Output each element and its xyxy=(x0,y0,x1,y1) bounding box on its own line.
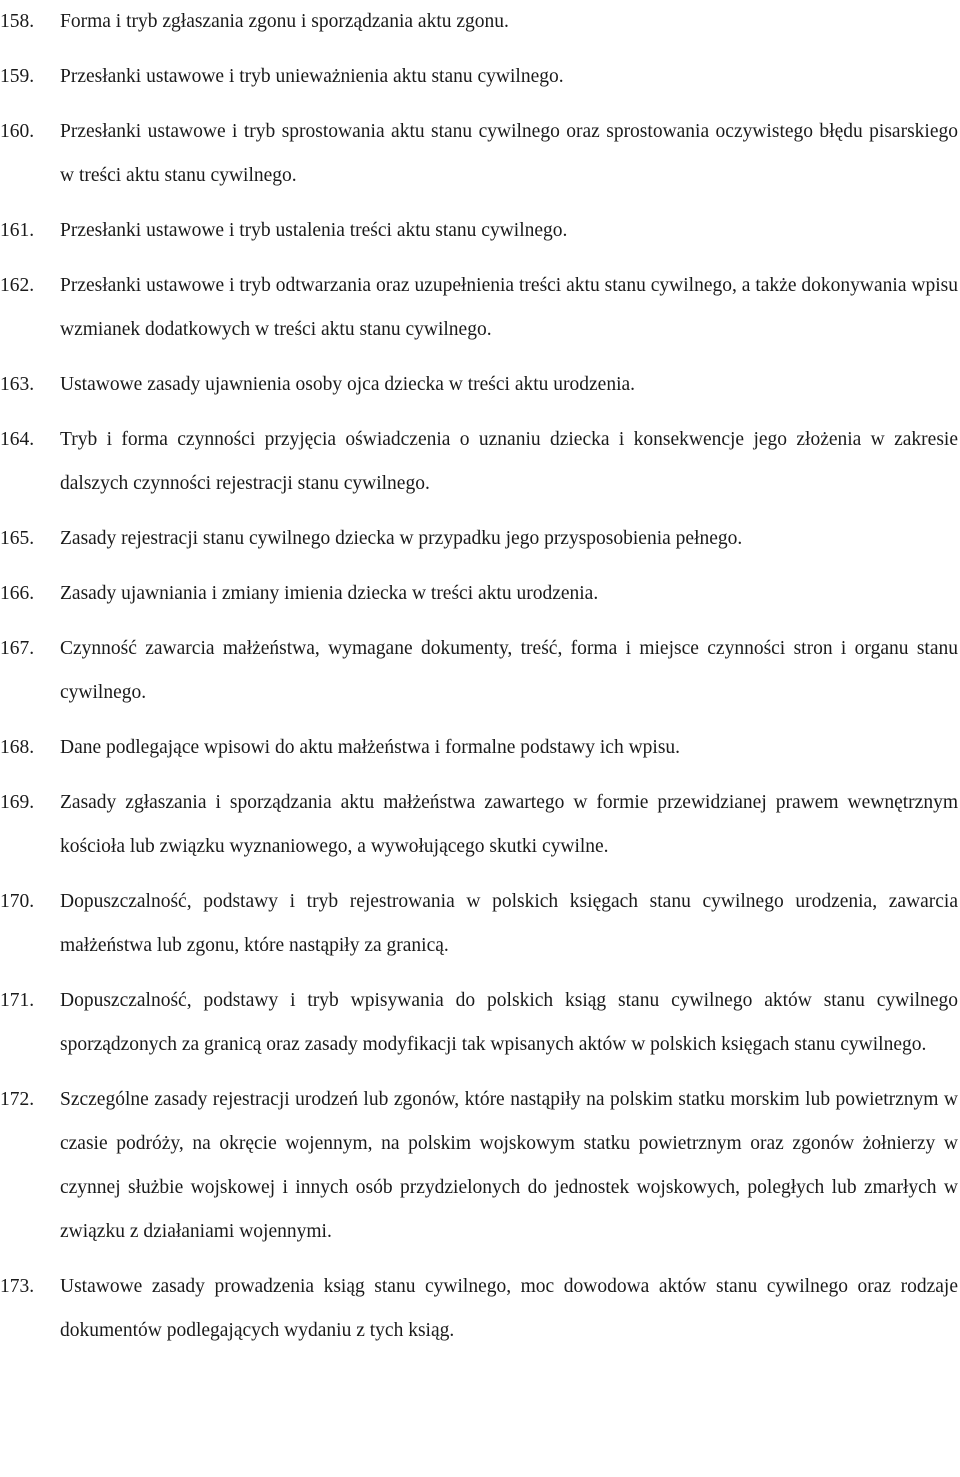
item-number: 165. xyxy=(0,528,35,549)
item-number: 170. xyxy=(0,891,35,912)
item-text: Zasady rejestracji stanu cywilnego dziecka w przypadku jego przysposobienia pełnego. xyxy=(60,528,743,549)
list-item xyxy=(0,55,960,99)
item-number: 169. xyxy=(0,792,35,813)
list-item xyxy=(0,517,960,561)
item-text: Tryb i forma czynności przyjęcia oświadczenia o uznaniu dziecka i konsekwencje jego złożenia w zakresie dalszych czynności rejestracji stanu cywilnego. xyxy=(60,429,958,494)
list-item xyxy=(0,726,960,770)
item-number: 162. xyxy=(0,275,35,296)
list-item xyxy=(0,880,960,968)
item-text: Dane podlegające wpisowi do aktu małżeństwa i formalne podstawy ich wpisu. xyxy=(60,737,681,758)
item-text: Przesłanki ustawowe i tryb sprostowania aktu stanu cywilnego oraz sprostowania oczywistego błędu pisarskiego w treści aktu stanu cywilnego. xyxy=(60,121,958,186)
item-text: Dopuszczalność, podstawy i tryb rejestrowania w polskich księgach stanu cywilnego urodzenia, zawarcia małżeństwa lub zgonu, które nastąpiły za granicą. xyxy=(60,891,958,956)
item-number: 166. xyxy=(0,583,35,604)
item-text: Zasady ujawniania i zmiany imienia dziecka w treści aktu urodzenia. xyxy=(60,583,599,604)
item-text: Ustawowe zasady prowadzenia ksiąg stanu cywilnego, moc dowodowa aktów stanu cywilnego oraz rodzaje dokumentów podlegających wydaniu z tych ksiąg. xyxy=(60,1276,958,1341)
list-item xyxy=(0,572,960,616)
item-number: 168. xyxy=(0,737,35,758)
list-item xyxy=(0,363,960,407)
list-item xyxy=(0,110,960,198)
item-text: Przesłanki ustawowe i tryb odtwarzania oraz uzupełnienia treści aktu stanu cywilnego, a także dokonywania wpisu wzmianek dodatkowych w treści aktu stanu cywilnego. xyxy=(60,275,958,340)
list-item xyxy=(0,418,960,506)
item-number: 161. xyxy=(0,220,35,241)
item-number: 172. xyxy=(0,1089,35,1110)
list-item xyxy=(0,1078,960,1254)
item-number: 167. xyxy=(0,638,35,659)
list-item xyxy=(0,1265,960,1353)
item-text: Ustawowe zasady ujawnienia osoby ojca dziecka w treści aktu urodzenia. xyxy=(60,374,636,395)
item-text: Szczególne zasady rejestracji urodzeń lub zgonów, które nastąpiły na polskim statku morskim lub powietrznym w czasie podróży, na okręcie wojennym, na polskim wojskowym statku powietrznym oraz zgonów żołnierzy w czynnej służbie wojskowej i innych osób przydzielonych do jednostek wojskowych, poległych lub zmarłych w związku z działaniami wojennymi. xyxy=(60,1089,958,1242)
list-item xyxy=(0,264,960,352)
list-item xyxy=(0,781,960,869)
list-item xyxy=(0,627,960,715)
item-number: 164. xyxy=(0,429,35,450)
item-number: 160. xyxy=(0,121,35,142)
list-item xyxy=(0,0,960,44)
item-text: Przesłanki ustawowe i tryb unieważnienia aktu stanu cywilnego. xyxy=(60,66,564,87)
item-number: 159. xyxy=(0,66,35,87)
list-item xyxy=(0,209,960,253)
item-text: Forma i tryb zgłaszania zgonu i sporządzania aktu zgonu. xyxy=(60,11,509,32)
list-item xyxy=(0,979,960,1067)
item-text: Dopuszczalność, podstawy i tryb wpisywania do polskich ksiąg stanu cywilnego aktów stanu cywilnego sporządzonych za granicą oraz zasady modyfikacji tak wpisanych aktów w polskich księgach stanu cywilnego. xyxy=(60,990,958,1055)
item-number: 171. xyxy=(0,990,35,1011)
item-number: 158. xyxy=(0,11,35,32)
item-number: 163. xyxy=(0,374,35,395)
item-text: Zasady zgłaszania i sporządzania aktu małżeństwa zawartego w formie przewidzianej prawem wewnętrznym kościoła lub związku wyznaniowego, a wywołującego skutki cywilne. xyxy=(60,792,958,857)
item-text: Przesłanki ustawowe i tryb ustalenia treści aktu stanu cywilnego. xyxy=(60,220,568,241)
item-number: 173. xyxy=(0,1276,35,1297)
item-text: Czynność zawarcia małżeństwa, wymagane dokumenty, treść, forma i miejsce czynności stron i organu stanu cywilnego. xyxy=(60,638,958,703)
